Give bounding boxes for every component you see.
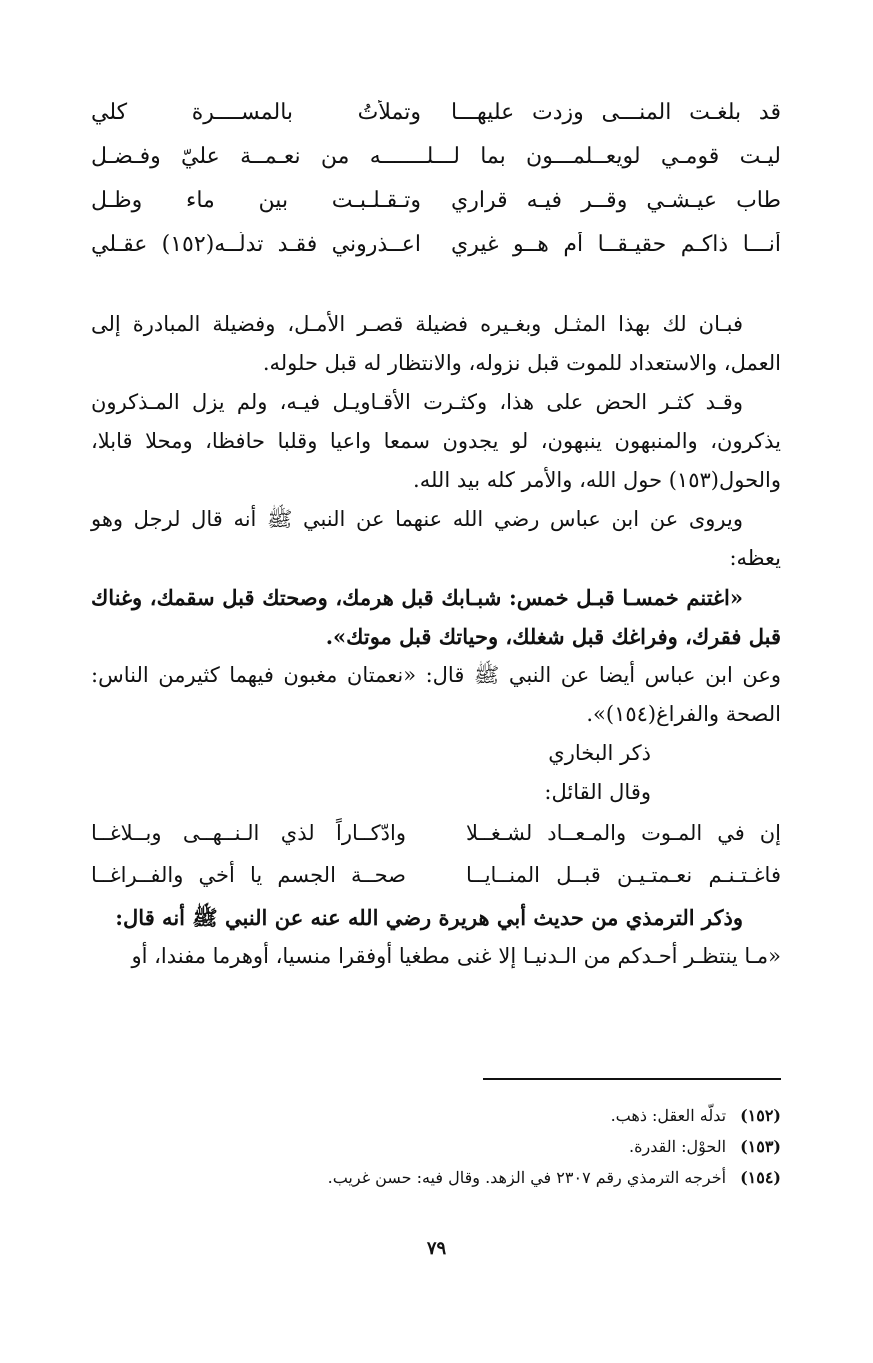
poem-verse-3 [91,188,781,232]
paragraph: «مـا ينتظـر أحـدكم من الـدنيـا إلا غنى مطغيا أوفقرا منسيا، أوهرما مفندا، أو [131,944,781,968]
paragraph: وعن ابن عباس أيضا عن النبي ﷺ قال: «نعمتان مغبون فيهما كثيرمن الناس: الصحة والفراغ(١٥٤)». [91,663,781,726]
source-note: ذكر البخاري [548,741,651,765]
poem-verse-4 [91,232,781,276]
verse-second-hemistich: وتـقـلـبـت بين ماء وظـل [91,188,421,213]
page-number: ٧٩ [426,1238,447,1259]
verse-second-hemistich: وتملأتُ بالمســــرة كلي [91,100,421,125]
footnote [91,1131,781,1162]
verse-first-hemistich: قد بلغـت المنـــى وزدت عليهـــا [451,100,781,125]
poem-intro: وقال القائل: [544,780,651,804]
footnote [91,1162,781,1193]
verse-second-hemistich: صحــة الجسم يا أخي والفــراغــا [91,863,406,887]
footnote [91,1100,781,1131]
footnote-divider [483,1078,781,1080]
paragraph: فبـان لك بهذا المثـل وبغـيره فضيلة قصـر الأمـل، وفضيلة المبادرة إلى العمل، والاستعداد للموت قبل نزوله، والانتظار له قبل حلوله. [91,312,781,375]
poem-middle [91,814,781,898]
footnotes [91,1100,781,1193]
verse-second-hemistich: وادّكــاراً لذي الـنــهــى وبــلاغــا [91,821,406,845]
verse-second-hemistich: اعــذروني فقـد تدلّــه(١٥٢) عقـلي [91,232,421,257]
paragraph: وقـد كثـر الحض على هذا، وكثـرت الأقـاويـل فيـه، ولم يزل المـذكرون يذكرون، والمنبهون ينبهون، لو يجدون سمعا واعيا وقلبا حافظا، ومحلا قابلا، والحول(١٥٣) حول الله، والأمر كله بيد الله. [91,390,781,492]
hadith-quote: «اغتنم خمسـا قبـل خمس: شبـابك قبل هرمك، وصحتك قبل سقمك، وغناك قبل فقرك، وفراغك قبل شغلك، وحياتك قبل موتك». [91,585,781,649]
poem-top [91,100,781,276]
footnote-number: (١٥٤) [740,1168,781,1187]
poem-verse-2 [91,144,781,188]
poem-verse [91,814,781,856]
poem-verse-1 [91,100,781,144]
footnote-number: (١٥٢) [740,1106,781,1125]
verse-first-hemistich: فاغـتـنـم نعـمتـيـن قبــل المنــايــا [466,863,781,887]
verse-first-hemistich: إن في المـوت والمـعــاد لشـغــلا [466,821,781,845]
verse-first-hemistich: طاب عيـشـي وقــر فيـه قراري [451,188,781,213]
poem-verse [91,856,781,898]
verse-full-line: ليـت قومـي لويعــلمـــون بما لـــلـــــــه من نعـمــة عليّ وفـضـل [91,144,781,169]
main-text [91,305,781,976]
footnote-text: الحوْل: القدرة. [629,1137,727,1156]
footnote-number: (١٥٣) [740,1137,781,1156]
paragraph: وذكر الترمذي من حديث أبي هريرة رضي الله عنه عن النبي ﷺ أنه قال: [115,905,743,930]
verse-first-hemistich: أنـــا ذاكـم حقيـقــا أم هــو غيري [451,232,781,257]
paragraph: ويروى عن ابن عباس رضي الله عنهما عن النبي ﷺ أنه قال لرجل وهو يعظه: [91,507,781,570]
footnote-text: تدلّه العقل: ذهب. [610,1106,727,1125]
footnote-text: أخرجه الترمذي رقم ٢٣٠٧ في الزهد. وقال فيه: حسن غريب. [327,1168,727,1187]
